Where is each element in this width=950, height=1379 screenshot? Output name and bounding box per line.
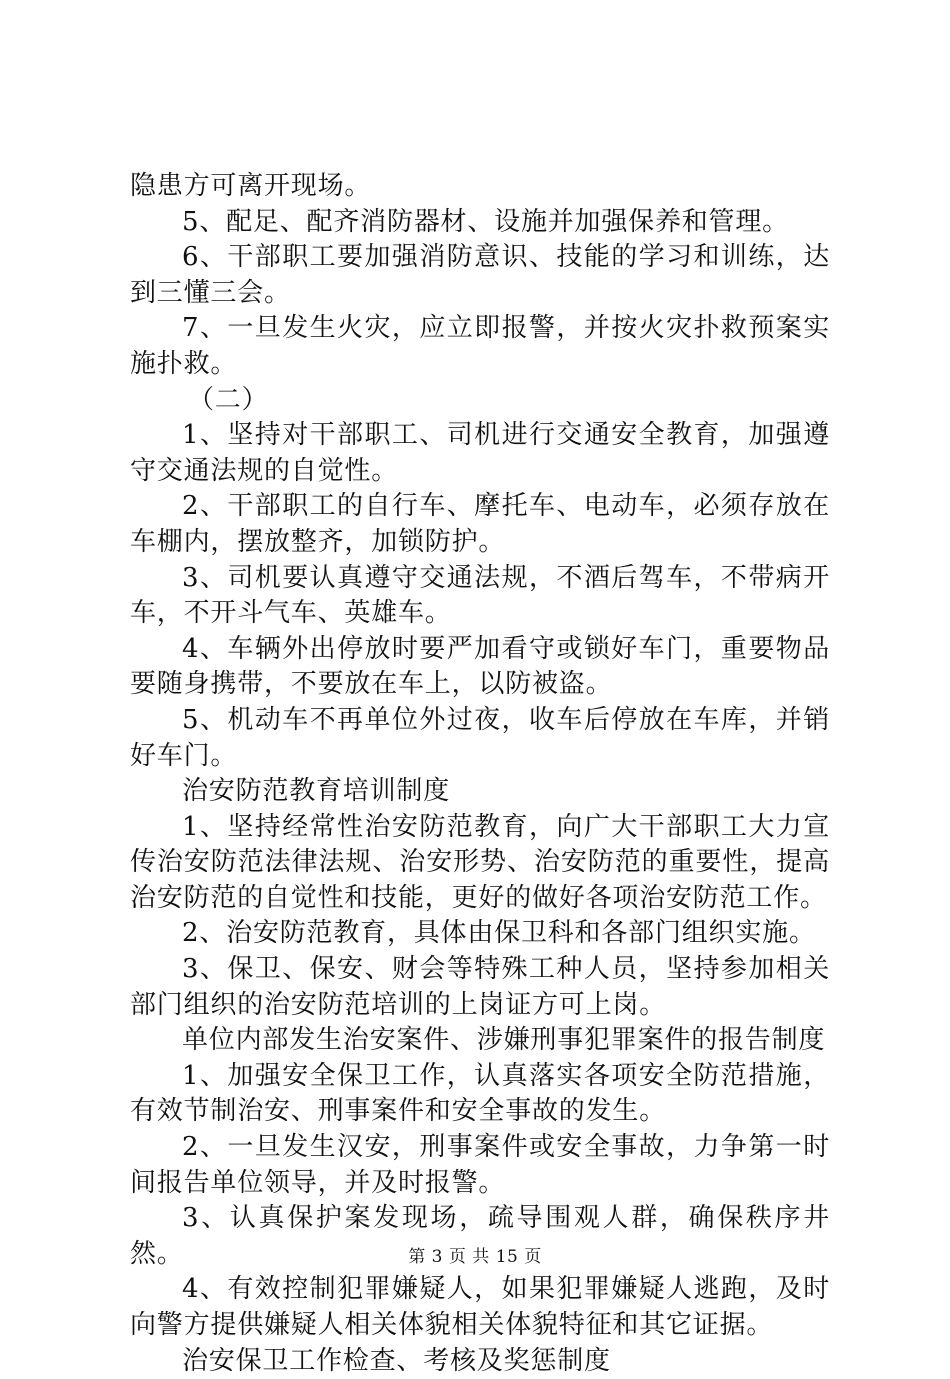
page-number-footer: 第 3 页 共 15 页 [408,1247,542,1267]
paragraph: 3、司机要认真遵守交通法规，不酒后驾车，不带病开车，不开斗气车、英雄车。 [130,562,830,629]
paragraph: 6、干部职工要加强消防意识、技能的学习和训练，达到三懂三会。 [130,242,830,308]
paragraph: 1、加强安全保卫工作，认真落实各项安全防范措施，有效节制治安、刑事案件和安全事故的发生。 [130,1060,830,1127]
section-heading: 治安防范教育培训制度 [182,776,451,807]
paragraph: 2、治安防范教育，具体由保卫科和各部门组织实施。 [182,918,816,949]
paragraph: 1、坚持经常性治安防范教育，向广大干部职工大力宣传治安防范法律法规、治安形势、治安防范的重要性，提高治安防范的自觉性和技能，更好的做好各项治安防范工作。 [130,811,830,913]
paragraph: 2、一旦发生汉安，刑事案件或安全事故，力争第一时间报告单位领导，并及时报警。 [130,1132,830,1198]
paragraph: 3、认真保护案发现场，疏导围观人群，确保秩序井然。 [130,1203,830,1269]
paragraph: 1、坚持对干部职工、司机进行交通安全教育，加强遵守交通法规的自觉性。 [130,420,830,486]
paragraph: 5、机动车不再单位外过夜，收车后停放在车库，并销好车门。 [130,704,830,771]
paragraph: 2、干部职工的自行车、摩托车、电动车，必须存放在车棚内，摆放整齐，加锁防护。 [130,491,830,557]
section-heading: （二） [188,384,269,415]
section-heading: 单位内部发生治安案件、涉嫌刑事犯罪案件的报告制度 [182,1025,826,1056]
document-body [130,169,830,1379]
paragraph: 3、保卫、保安、财会等特殊工种人员，坚持参加相关部门组织的治安防范培训的上岗证方可上岗。 [130,954,830,1020]
paragraph: 4、车辆外出停放时要严加看守或锁好车门，重要物品要随身携带，不要放在车上，以防被盗。 [130,633,830,700]
paragraph: 隐患方可离开现场。 [130,171,372,201]
section-heading: 治安保卫工作检查、考核及奖惩制度 [182,1345,611,1376]
paragraph: 5、配足、配齐消防器材、设施并加强保养和管理。 [182,206,789,237]
paragraph: 4、有效控制犯罪嫌疑人，如果犯罪嫌疑人逃跑，及时向警方提供嫌疑人相关体貌相关体貌特征和其它证据。 [130,1274,830,1340]
paragraph: 7、一旦发生火灾，应立即报警，并按火灾扑救预案实施扑救。 [130,313,830,379]
